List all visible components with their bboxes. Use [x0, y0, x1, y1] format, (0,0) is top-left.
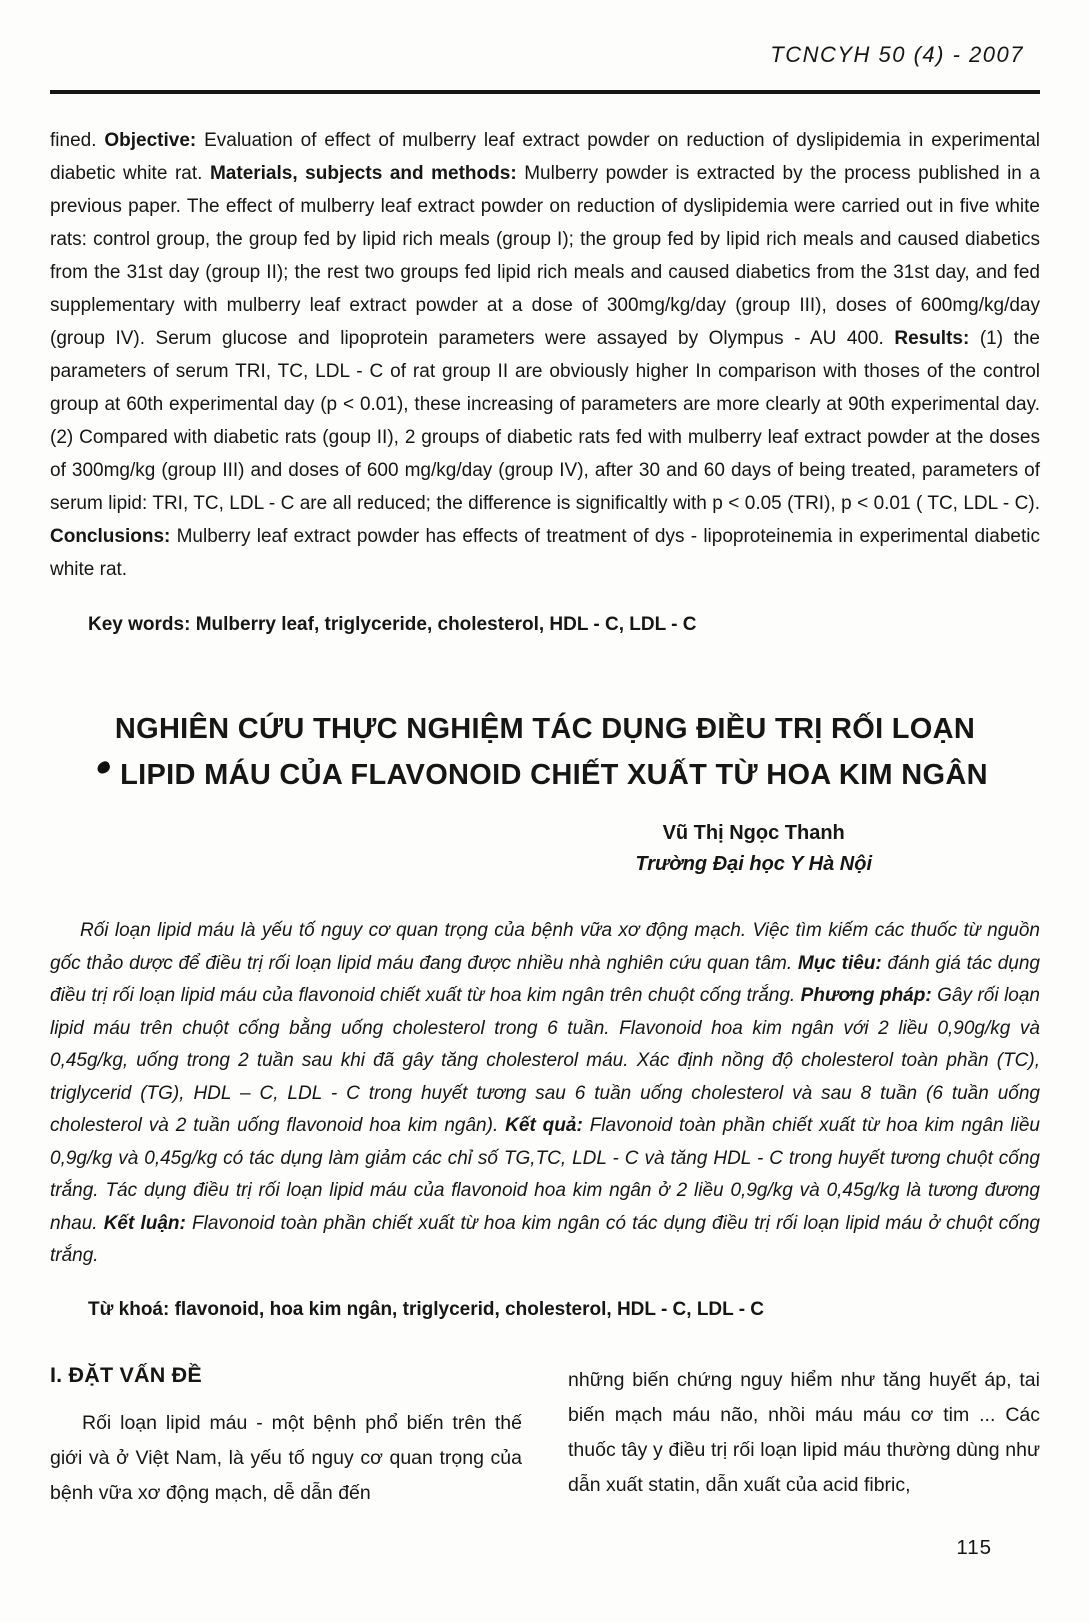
abstract-run-conclusions-label: Conclusions:	[50, 526, 177, 547]
left-column-paragraph: Rối loạn lipid máu - một bệnh phổ biến trên thế giới và ở Việt Nam, là yếu tố nguy cơ quan trọng của bệnh vữa xơ động mạch, dễ dẫn đến	[50, 1411, 522, 1504]
abstract-run-ket-luan-label: Kết luận:	[103, 1212, 193, 1234]
vietnamese-abstract	[50, 915, 1040, 1273]
english-abstract	[50, 124, 1040, 586]
right-column	[568, 1355, 1040, 1511]
left-column	[50, 1355, 522, 1511]
abstract-run: fined.	[50, 130, 105, 151]
abstract-run: đánh giá tác dụng điều trị rối loạn lipid máu của flavonoid chiết xuất từ hoa kim ngân trên chuột cống trắng.	[50, 952, 1040, 1006]
author-block	[635, 818, 872, 881]
right-column-paragraph: những biến chứng nguy hiểm như tăng huyết áp, tai biến mạch máu não, nhồi máu máu cơ tim ... Các thuốc tây y điều trị rối loạn lipid máu thường dùng như dẫn xuất statin, dẫn xuất của acid fibric,	[568, 1368, 1040, 1496]
title-line-2: LIPID MÁU CỦA FLAVONOID CHIẾT XUẤT TỪ HOA KIM NGÂN	[120, 759, 988, 791]
abstract-run: Flavonoid toàn phần chiết xuất từ hoa kim ngân có tác dụng điều trị rối loạn lipid máu ở chuột cống trắng.	[50, 1212, 1040, 1266]
abstract-run-phuong-phap-label: Phương pháp:	[800, 985, 938, 1006]
author-name: Vũ Thị Ngọc Thanh	[662, 822, 845, 844]
title-line-1: NGHIÊN CỨU THỰC NGHIỆM TÁC DỤNG ĐIỀU TRỊ RỐI LOẠN	[114, 713, 976, 745]
section-heading: I. ĐẶT VẤN ĐỀ	[50, 1362, 202, 1387]
abstract-run: Rối loạn lipid máu là yếu tố nguy cơ quan trọng của bệnh vữa xơ động mạch. Việc tìm kiếm các thuốc từ nguồn gốc thảo dược để điều trị rối loạn lipid máu đang được nhiều nhà nghiên cứu quan tâm.	[50, 920, 1040, 974]
abstract-run-methods-label: Materials, subjects and methods:	[209, 163, 525, 184]
article-title	[50, 706, 1040, 798]
header-divider	[50, 90, 1040, 94]
abstract-run: Mulberry leaf extract powder has effects of treatment of dys - lipoproteinemia in experimental diabetic white rat.	[50, 526, 1040, 580]
abstract-run-ket-qua-label: Kết quả:	[505, 1115, 590, 1136]
abstract-run: Mulberry powder is extracted by the process published in a previous paper. The effect of mulberry leaf extract powder on reduction of dyslipidemia were carried out in five white rats: control group, the group fed by lipid rich meals (group I); the group fed by lipid rich meals and caused diabetics from the 31st day (group II); the rest two groups fed lipid rich meals and caused diabetics from the 31st day, and fed supplementary with mulberry leaf extract powder at a dose of 300mg/kg/day (group III), doses of 600mg/kg/day (group IV). Serum glucose and lipoprotein parameters were assayed by Olympus - AU 400.	[50, 163, 1040, 349]
ink-blot-mark	[96, 760, 112, 775]
abstract-run: (1) the parameters of serum TRI, TC, LDL - C of rat group II are obviously higher In comparison with thoses of the control group at 60th experimental day (p < 0.01), these increasing of parameters are more clearly at 90th experimental day. (2) Compared with diabetic rats (goup II), 2 groups of diabetic rats fed with mulberry leaf extract powder at the doses of 300mg/kg (group III) and doses of 600 mg/kg/day (group IV), after 30 and 60 days of being treated, parameters of serum lipid: TRI, TC, LDL - C are all reduced; the difference is significaltly with p < 0.05 (TRI), p < 0.01 ( TC, LDL - C).	[50, 328, 1040, 514]
abstract-run: Flavonoid toàn phần chiết xuất từ hoa kim ngân liều 0,9g/kg và 0,45g/kg có tác dụng làm giảm các chỉ số TG,TC, LDL - C và tăng HDL - C trong huyết tương chuột cống trắng. Tác dụng điều trị rối loạn lipid máu của flavonoid hoa kim ngân ở 2 liều 0,9g/kg và 0,45g/kg là tương đương nhau.	[50, 1115, 1040, 1234]
english-keywords: Key words: Mulberry leaf, triglyceride, cholesterol, HDL - C, LDL - C	[88, 614, 697, 635]
author-affiliation: Trường Đại học Y Hà Nội	[635, 853, 872, 875]
abstract-run-objective-label: Objective:	[104, 130, 205, 151]
body-columns	[50, 1355, 1040, 1511]
abstract-run-muc-tieu-label: Mục tiêu:	[797, 952, 888, 974]
abstract-run: Gây rối loạn lipid máu trên chuột cống bằng uống cholesterol trong 6 tuần. Flavonoid hoa kim ngân với 2 liều 0,90g/kg và 0,45g/kg, uống trong 2 tuần sau khi đã gây tăng cholesterol máu. Xác định nồng độ cholesterol toàn phần (TC), triglycerid (TG), HDL – C, LDL - C trong huyết tương sau 6 tuần uống cholesterol và sau 8 tuần (6 tuần uống cholesterol và 2 tuần uống flavonoid hoa kim ngân).	[50, 985, 1040, 1136]
abstract-run: Evaluation of effect of mulberry leaf extract powder on reduction of dyslipidemia in experimental diabetic white rat.	[50, 130, 1040, 184]
page-number: 115	[956, 1536, 992, 1559]
journal-reference: TCNCYH 50 (4) - 2007	[770, 42, 1024, 67]
journal-header	[50, 0, 1040, 68]
abstract-run-results-label: Results:	[894, 328, 980, 349]
vietnamese-keywords: Từ khoá: flavonoid, hoa kim ngân, triglycerid, cholesterol, HDL - C, LDL - C	[88, 1298, 765, 1320]
